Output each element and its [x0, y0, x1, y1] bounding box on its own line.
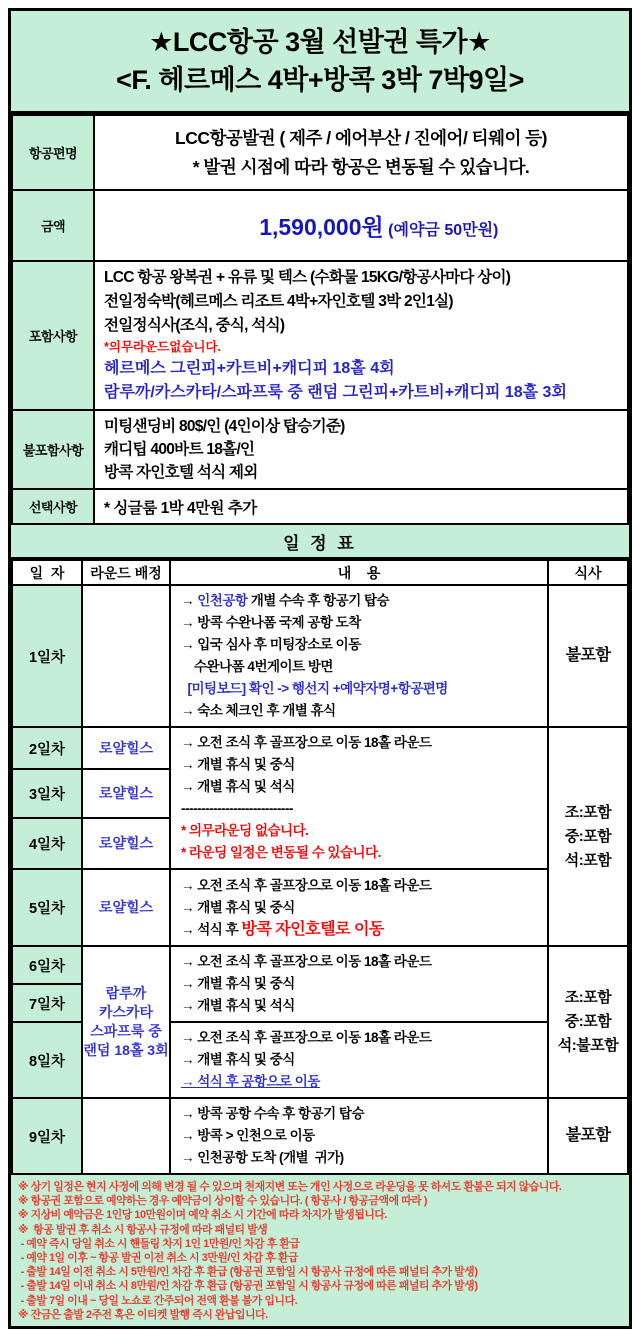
day9-content-cell — [170, 1098, 548, 1174]
info-row-optional — [12, 489, 628, 524]
schedule-row-day5 — [12, 869, 628, 946]
day9-line-2: → 방콕 > 인천으로 이동 — [181, 1128, 315, 1143]
day5-cell: 5일차 — [12, 869, 82, 946]
promo-title-line-1: ★LCC항공 3월 선발권 특가★ — [149, 27, 491, 57]
flight-line-1: LCC항공발권 ( 제주 / 에어부산 / 진에어/ 티웨이 등) — [175, 127, 547, 148]
included-blue-1: 헤르메스 그린피+카트비+캐디피 18홀 4회 — [104, 360, 395, 377]
day5-round-cell: 로얄힐스 — [82, 869, 170, 946]
day2-round-cell: 로얄힐스 — [82, 727, 170, 769]
included-line-2: 전일정숙박(헤르메스 리조트 4박+자인호텔 3박 2인1실) — [104, 293, 453, 310]
day2to4-line-3: → 개별 휴식 및 석식 — [181, 779, 295, 794]
note-line: ※ 항공 발권 후 취소 시 항공사 규정에 따라 패널티 발생 — [18, 1223, 268, 1236]
day4-round-cell: 로얄힐스 — [82, 818, 170, 869]
day9-line-1: → 방콕 공항 수속 후 항공기 탑승 — [181, 1106, 364, 1121]
schedule-table — [11, 559, 629, 1175]
day8-line-2: → 개별 휴식 및 중식 — [181, 1052, 295, 1067]
day5-content-cell — [170, 869, 548, 946]
day6to7-content-cell — [170, 946, 548, 1022]
included-line-3: 전일정식사(조식, 중식, 석식) — [104, 317, 285, 334]
excluded-content-cell — [94, 410, 628, 489]
day1-line-1 — [181, 590, 545, 612]
day9-line-3: → 인천공항 도착 (개별 귀가) — [181, 1150, 344, 1165]
note-line: - 출발 14일 이내 취소 시 8만원/인 차감 후 환급 (항공권 포함일 시 항공사 규정에 따른 패널티 추가 발생) — [18, 1280, 478, 1293]
optional-line-1: * 싱글룸 1박 4만원 추가 — [104, 499, 257, 517]
included-red-note: *의무라운드없습니다. — [104, 340, 222, 354]
meals6to8-lunch: 중:포함 — [564, 1013, 612, 1030]
day6to7-line-3: → 개별 휴식 및 석식 — [181, 998, 295, 1013]
round6to8-line-4: 랜덤 18홀 3회 — [83, 1042, 169, 1058]
header-meal: 식사 — [548, 560, 628, 585]
day5-line-3 — [181, 919, 545, 941]
day1-line-6: → 숙소 체크인 후 개별 휴식 — [181, 703, 336, 718]
round6to8-line-3: 스파프룩 중 — [90, 1023, 162, 1039]
meals6to8-breakfast: 조:포함 — [564, 989, 612, 1006]
info-row-flight — [12, 115, 628, 190]
day8-content-cell — [170, 1022, 548, 1098]
included-label-cell: 포함사항 — [12, 261, 94, 410]
included-blue-2: 람루까/카스카타/스파프룩 중 랜덤 그린피+카트비+캐디피 18홀 3회 — [104, 384, 567, 401]
day6to8-round-cell — [82, 946, 170, 1098]
day1-meal-cell: 불포함 — [548, 585, 628, 727]
meals2to5-breakfast: 조:포함 — [564, 803, 612, 821]
day1-line-3: → 입국 심사 후 미팅장소로 이동 — [181, 637, 361, 652]
optional-label-cell: 선택사항 — [12, 489, 94, 524]
price-content-cell — [94, 190, 628, 261]
day6to8-meal-cell — [548, 946, 628, 1098]
meals6to8-dinner: 석:불포함 — [557, 1037, 619, 1054]
day2to4-red-1: * 의무라운딩 없습니다. — [181, 823, 309, 838]
day5-line-1: → 오전 조식 후 골프장으로 이동 18홀 라운드 — [181, 877, 432, 893]
day1-line-4: 수완나폼 4번게이트 방면 — [181, 659, 333, 674]
day2to4-line-2: → 개별 휴식 및 중식 — [181, 757, 295, 772]
note-line: ※ 지상비 예약금은 1인당 10만원이며 예약 취소 시 기간에 따라 차지가 발생됩니다. — [18, 1209, 388, 1222]
promo-title-box — [11, 11, 629, 114]
header-round: 라운드 배정 — [82, 560, 170, 585]
day7-cell: 7일차 — [12, 984, 82, 1022]
day1-l1-arrow: → — [181, 593, 198, 608]
note-line: ※ 항공권 포함으로 예약하는 경우 예약금이 상이할 수 있습니다. ( 항공사 / 항공금액에 따라 ) — [18, 1195, 428, 1208]
day5-line-2: → 개별 휴식 및 중식 — [181, 899, 295, 915]
round6to8-line-2: 카스카타 — [98, 1004, 154, 1020]
day8-line-1: → 오전 조식 후 골프장으로 이동 18홀 라운드 — [181, 1030, 432, 1045]
schedule-section-title: 일 정 표 — [11, 525, 629, 559]
day9-meal-cell: 불포함 — [548, 1098, 628, 1174]
info-row-included — [12, 261, 628, 410]
day1-line-5: [미팅보드] 확인 -> 행선지 +예약자명+항공편명 — [181, 681, 448, 696]
note-line: - 출발 7일 이내 ~ 당일 노쇼로 간주되어 전액 환불 불가 입니다. — [18, 1294, 298, 1307]
note-line: - 출발 14일 이전 취소 시 5만원/인 차감 후 환급 (항공권 포함일 시 항공사 규정에 따른 패널티 추가 발생) — [18, 1266, 478, 1279]
day2to4-line-1: → 오전 조식 후 골프장으로 이동 18홀 라운드 — [181, 735, 432, 750]
note-line: - 예약 즉시 당일 취소 시 핸들링 차지 1인 1만원/인 차감 후 환급 — [18, 1237, 300, 1250]
day6-cell: 6일차 — [12, 946, 82, 984]
note-line: ※ 잔금은 출발 2주전 혹은 이티켓 발행 즉시 완납입니다. — [18, 1308, 268, 1321]
day2to5-meal-cell — [548, 727, 628, 946]
meals2to5-dinner: 석:포함 — [564, 851, 612, 869]
info-row-price — [12, 190, 628, 261]
note-line: - 예약 1일 이후 ~ 항공 발권 이전 취소 시 3만원/인 차감 후 환급 — [18, 1252, 298, 1265]
price-label-cell: 금액 — [12, 190, 94, 261]
day5-l3-prefix: → 석식 후 — [181, 921, 242, 937]
note-line: ※ 상기 일정은 현지 사정에 의해 변경 될 수 있으며 천재지변 또는 개인 사정으로 라운딩을 못 하셔도 환불은 되지 않습니다. — [18, 1181, 562, 1193]
schedule-row-day2 — [12, 727, 628, 769]
schedule-row-day9 — [12, 1098, 628, 1174]
day2to4-dashes: ---------------------------- — [181, 801, 293, 816]
excluded-label-cell: 불포함사항 — [12, 410, 94, 489]
flight-content-cell — [94, 115, 628, 190]
excluded-line-3: 방콕 자인호텔 석식 제외 — [104, 464, 258, 481]
terms-notes-block — [11, 1175, 629, 1326]
day1-cell: 1일차 — [12, 585, 82, 727]
day1-round-cell — [82, 585, 170, 727]
promo-sheet — [8, 8, 632, 1329]
included-line-1: LCC 항공 왕복권 + 유류 및 텍스 (수화물 15KG/항공사마다 상이) — [104, 269, 511, 286]
day3-round-cell: 로얄힐스 — [82, 769, 170, 818]
excluded-line-2: 캐디팁 400바트 18홀/인 — [104, 441, 255, 458]
schedule-row-day6 — [12, 946, 628, 984]
day2to4-content-cell — [170, 727, 548, 869]
meals2to5-lunch: 중:포함 — [564, 827, 612, 845]
schedule-header-row — [12, 560, 628, 585]
excluded-line-1: 미팅샌딩비 80$/인 (4인이상 탑승기준) — [104, 418, 345, 435]
day9-cell: 9일차 — [12, 1098, 82, 1174]
flight-label-cell: 항공편명 — [12, 115, 94, 190]
info-row-excluded — [12, 410, 628, 489]
included-content-cell — [94, 261, 628, 410]
day8-line-3: → 석식 후 공항으로 이동 — [181, 1074, 320, 1089]
flight-line-2: * 발권 시점에 따라 항공은 변동될 수 있습니다. — [192, 156, 530, 177]
price-amount: 1,590,000원 — [259, 214, 384, 240]
promo-title-line-2: <F. 헤르메스 4박+방콕 3박 7박9일> — [116, 65, 524, 95]
header-content: 내 용 — [170, 560, 548, 585]
schedule-row-day1 — [12, 585, 628, 727]
package-info-table — [11, 114, 629, 525]
header-day: 일 자 — [12, 560, 82, 585]
day2-cell: 2일차 — [12, 727, 82, 769]
day1-l1-rest: 개별 수속 후 항공기 탑승 — [247, 593, 390, 608]
day4-cell: 4일차 — [12, 818, 82, 869]
day2to4-red-2: * 라운딩 일정은 변동될 수 있습니다. — [181, 845, 381, 860]
day3-cell: 3일차 — [12, 769, 82, 818]
day8-cell: 8일차 — [12, 1022, 82, 1098]
round6to8-line-1: 람루까 — [105, 985, 147, 1001]
day1-content-cell — [170, 585, 548, 727]
day6to7-line-1: → 오전 조식 후 골프장으로 이동 18홀 라운드 — [181, 954, 432, 969]
day6to7-line-2: → 개별 휴식 및 중식 — [181, 976, 295, 991]
day1-l1-airport: 인천공항 — [197, 593, 248, 608]
day1-line-2: → 방콕 수완나폼 국제 공항 도착 — [181, 615, 361, 630]
day9-round-cell — [82, 1098, 170, 1174]
day5-l3-highlight: 방콕 자인호텔로 이동 — [241, 920, 384, 938]
optional-content-cell — [94, 489, 628, 524]
price-deposit: (예약금 50만원) — [383, 222, 499, 239]
